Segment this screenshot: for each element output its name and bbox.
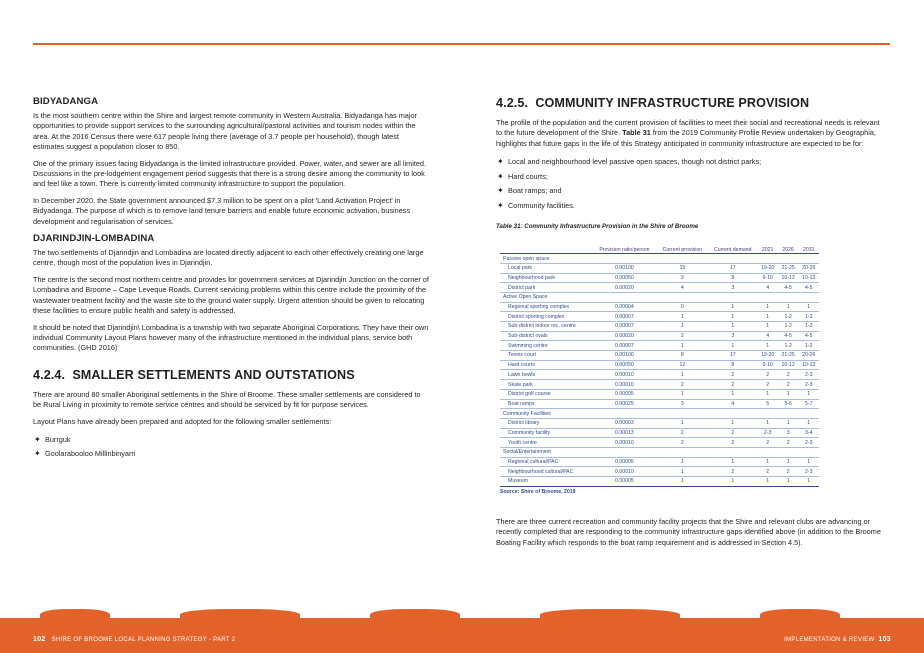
table-category-label: Passive open space xyxy=(500,254,819,264)
bidyadanga-heading: BIDYADANGA xyxy=(33,96,99,107)
table-row xyxy=(500,418,819,428)
table-cell: 5-6 xyxy=(778,399,799,409)
table-row xyxy=(500,399,819,409)
table-row xyxy=(500,380,819,390)
table-cell: 0.00020 xyxy=(592,331,656,341)
table-row xyxy=(500,389,819,399)
table-row xyxy=(500,273,819,283)
list-item: ✦ Local and neighbourhood level passive open spaces, though not district parks; xyxy=(496,155,886,170)
table-cell: 2 xyxy=(708,380,757,390)
table-header-cell: 2031 xyxy=(798,236,819,254)
bidyadanga-paragraph: In December 2020, the State government announced $7.3 million to be spent on a pilot 'Land Activation Project' in Bidyadanga. The purpose of which is to remove land tenure barriers and enable future economic activation, business development and regularisation of services. xyxy=(33,195,411,226)
table-cell: Lawn bowls xyxy=(500,370,592,380)
table-cell: 21-25 xyxy=(778,351,799,361)
bullet-icon: ✦ xyxy=(497,186,504,196)
table-cell: 19-20 xyxy=(757,351,778,361)
table-category-label: Community Facilities xyxy=(500,409,819,419)
table-cell: 10-13 xyxy=(798,360,819,370)
table-cell: 1-2 xyxy=(798,312,819,322)
table-cell: 2 xyxy=(778,380,799,390)
table-cell: 19-20 xyxy=(757,263,778,273)
table-row xyxy=(500,467,819,477)
table-cell: 17 xyxy=(708,351,757,361)
table-category-label: Active Open Space xyxy=(500,292,819,302)
table-cell: 1 xyxy=(657,312,709,322)
table-cell: 0.00010 xyxy=(592,380,656,390)
table-cell: Hard courts xyxy=(500,360,592,370)
table-cell: 0.00003 xyxy=(592,418,656,428)
footer-splash xyxy=(180,609,300,623)
table-cell: 0.00100 xyxy=(592,263,656,273)
table-source: Source: Shire of Broome, 2019 xyxy=(500,488,576,495)
table-cell: 1 xyxy=(708,302,757,312)
table-header-row xyxy=(500,236,819,254)
list-item: ✦ Community facilities. xyxy=(496,199,886,214)
table-row xyxy=(500,457,819,467)
table-cell: 0.00025 xyxy=(592,399,656,409)
table-cell: 15 xyxy=(657,263,709,273)
table-cell: 1-2 xyxy=(798,341,819,351)
table-cell: 1-2 xyxy=(778,312,799,322)
left-column xyxy=(33,96,429,468)
section-heading-community-infrastructure xyxy=(496,96,886,110)
table-cell: 1 xyxy=(757,322,778,332)
table-cell: 1-2 xyxy=(778,322,799,332)
table-cell: 8 xyxy=(708,360,757,370)
table-cell: 1 xyxy=(657,457,709,467)
bidyadanga-paragraph: Is the most southern centre within the Shire and largest remote community in Western Australia. Bidyadanga has major opportunities to provide support services to the surrounding agricultural/pastoral activities and tourism nodes within the area. At the 2016 Census there were 617 people living there (average of 3.7 people per household), though latest estimates suggest a population closer to 850. xyxy=(33,111,417,152)
table-cell: 0.00050 xyxy=(592,360,656,370)
djarindjin-heading: DJARINDJIN-LOMBADINA xyxy=(33,233,155,245)
table-cell: 2 xyxy=(708,370,757,380)
table-cell: 3 xyxy=(708,331,757,341)
table-cell: Neighbourhood park xyxy=(500,273,592,283)
bullet-icon: ✦ xyxy=(34,449,41,459)
table-cell: 3-4 xyxy=(798,428,819,438)
table-cell: 2 xyxy=(778,438,799,448)
closing-paragraph: There are three current recreation and community facility projects that the Shire and relevant clubs are advancing or recently completed that are responding to the community infrastructure gaps identified above (in addition to the Broome Boating Facility which responds to the boat ramp requirement and is addressed in Section 4.5). xyxy=(496,516,881,547)
table-row xyxy=(500,263,819,273)
table-cell: 1 xyxy=(708,312,757,322)
table-reference: Table 31 xyxy=(622,128,651,138)
table-cell: District sporting complex xyxy=(500,312,592,322)
table-cell: 3 xyxy=(657,273,709,283)
table-cell: Sub-district ovals xyxy=(500,331,592,341)
table-cell: 1 xyxy=(798,418,819,428)
table-row xyxy=(500,360,819,370)
table-cell: 12 xyxy=(657,360,709,370)
table-cell: 2-3 xyxy=(798,380,819,390)
footer-right-title: IMPLEMENTATION & REVIEW xyxy=(784,637,875,643)
table-row xyxy=(500,302,819,312)
table-cell: 2 xyxy=(757,380,778,390)
smaller-paragraph: Layout Plans have already been prepared and adopted for the following smaller settlements: xyxy=(33,416,332,426)
table-header-cell: Current demand xyxy=(708,236,757,254)
table-cell: 0.00007 xyxy=(592,341,656,351)
table-cell: 3 xyxy=(778,428,799,438)
table-cell: 1 xyxy=(708,418,757,428)
table-cell: 17 xyxy=(708,263,757,273)
table-cell: 0.00010 xyxy=(592,467,656,477)
table-cell: 1 xyxy=(657,322,709,332)
table-cell: 10-12 xyxy=(778,273,799,283)
table-cell: 2 xyxy=(657,438,709,448)
table-cell: 4 xyxy=(708,399,757,409)
top-rule xyxy=(33,43,890,45)
table-row xyxy=(500,283,819,293)
footer-right xyxy=(784,636,891,643)
footer-left-title: SHIRE OF BROOME LOCAL PLANNING STRATEGY - PART 2 xyxy=(51,637,236,643)
table-header-cell: Current provision xyxy=(657,236,709,254)
table-cell: 1 xyxy=(708,457,757,467)
table-cell: Local park xyxy=(500,263,592,273)
table-cell: 20-26 xyxy=(798,351,819,361)
table-cell: 4 xyxy=(757,283,778,293)
table-cell: 1 xyxy=(708,341,757,351)
table-cell: 2 xyxy=(708,428,757,438)
footer-splash xyxy=(540,609,680,623)
table-cell: 1 xyxy=(778,418,799,428)
table-header-cell: 2026 xyxy=(778,236,799,254)
table-cell: 4 xyxy=(757,331,778,341)
table-category-row xyxy=(500,254,819,264)
table-cell: 0.00005 xyxy=(592,389,656,399)
table-cell: District park xyxy=(500,283,592,293)
list-item: ✦ Boat ramps; and xyxy=(496,184,886,199)
table-cell: 3 xyxy=(708,283,757,293)
table-cell: 1 xyxy=(757,418,778,428)
footer-left xyxy=(33,636,235,643)
table-cell: 1 xyxy=(778,477,799,487)
table-cell: 1 xyxy=(657,341,709,351)
table-cell: 4-5 xyxy=(778,331,799,341)
table-cell: 1 xyxy=(757,477,778,487)
table-cell: Sub-district indoor rec. centre xyxy=(500,322,592,332)
table-cell: 1 xyxy=(757,389,778,399)
table-cell: 2-3 xyxy=(757,428,778,438)
table-cell: 1 xyxy=(757,302,778,312)
table-cell: Community facility xyxy=(500,428,592,438)
section-number: 4.2.5. xyxy=(496,96,529,110)
table-cell: 1 xyxy=(798,302,819,312)
table-cell: 20-26 xyxy=(798,263,819,273)
table-caption: Table 31: Community Infrastructure Provision in the Shire of Broome xyxy=(496,223,699,231)
table-category-row xyxy=(500,447,819,457)
table-row xyxy=(500,341,819,351)
table-cell: 4-5 xyxy=(798,283,819,293)
bullet-icon: ✦ xyxy=(34,434,41,444)
section-number: 4.2.4. xyxy=(33,367,66,382)
table-cell: District library xyxy=(500,418,592,428)
table-cell: 0.00004 xyxy=(592,302,656,312)
table-cell: Swimming centre xyxy=(500,341,592,351)
section-heading-smaller-settlements xyxy=(33,368,429,382)
table-cell: 2-3 xyxy=(798,370,819,380)
table-row xyxy=(500,322,819,332)
intro-paragraph: The profile of the population and the current provision of facilities to meet their social and recreational needs is relevant to the future development of the Shire. Table 31 from the 2019 Community Profile Review undertaken by Geographia, highlights that future gaps in the life of this Strategy anticipated in community infrastructure are expected to be for: xyxy=(496,118,880,148)
table-cell: 2 xyxy=(778,370,799,380)
table-cell: 0.00010 xyxy=(592,370,656,380)
table-cell: 4 xyxy=(657,283,709,293)
table-row xyxy=(500,438,819,448)
table-cell: 4-5 xyxy=(778,283,799,293)
table-cell: 1 xyxy=(657,418,709,428)
table-cell: 2 xyxy=(657,428,709,438)
djarindjin-paragraph: It should be noted that Djarindjin\ Lombadina is a township with two separate Aboriginal Corporations. They have their own individual Community Layout Plans however many of the infrastructure mentioned in the individual plans, service both communities. (GHD 2016) xyxy=(33,322,429,353)
table-cell: 3 xyxy=(657,399,709,409)
table-cell: 10-12 xyxy=(778,360,799,370)
right-column xyxy=(496,96,886,554)
djarindjin-paragraph: The centre is the second most northern centre and provides for government services at Djarindjin Junction on the corner of Lombadina and Broome – Cape Leveque Roads. Current servicing problems within this centre include the proximity of the wastewater treatment facility and the waste site to the ground water supply. Urgent attention should be given to relocating these facilities to ensure public health and safety is addressed. xyxy=(33,274,429,316)
table-cell: 0.00013 xyxy=(592,428,656,438)
table-cell: 9-10 xyxy=(757,360,778,370)
table-cell: District golf course xyxy=(500,389,592,399)
table-row xyxy=(500,477,819,487)
table-cell: Museum xyxy=(500,477,592,487)
table-cell: 0 xyxy=(657,302,709,312)
table-cell: 1-2 xyxy=(778,341,799,351)
bidyadanga-paragraph: One of the primary issues facing Bidyadanga is the limited infrastructure provided. Power, water, and sewer are all limited. Discussions in the pre-lodgement engagement period suggests that there is a strong desire among the community to look and feel like a town. There is currently limited community infrastructure to support the population. xyxy=(33,158,427,189)
table-cell: 5-7 xyxy=(798,399,819,409)
table-cell: 9-10 xyxy=(757,273,778,283)
table-cell: 0.00007 xyxy=(592,322,656,332)
footer-splash xyxy=(760,609,840,623)
bullet-icon: ✦ xyxy=(497,157,504,167)
gap-list xyxy=(496,155,886,213)
table-header-cell xyxy=(500,236,592,254)
table-cell: 2 xyxy=(757,467,778,477)
table-cell: 10-13 xyxy=(798,273,819,283)
table-cell: Neighbourhood cultural/PAC xyxy=(500,467,592,477)
table-row xyxy=(500,351,819,361)
table-cell: 0.00100 xyxy=(592,351,656,361)
page-number-right: 103 xyxy=(878,636,891,643)
table-cell: 2 xyxy=(657,380,709,390)
bullet-icon: ✦ xyxy=(497,200,504,210)
table-row xyxy=(500,331,819,341)
table-cell: 0.00010 xyxy=(592,438,656,448)
table-cell: 5 xyxy=(757,399,778,409)
table-cell: Regional cultural/PAC xyxy=(500,457,592,467)
table-cell: 2 xyxy=(657,331,709,341)
table-cell: 0.00005 xyxy=(592,457,656,467)
table-cell: 1 xyxy=(657,467,709,477)
table-cell: 0.00050 xyxy=(592,273,656,283)
page-number-left: 102 xyxy=(33,636,46,643)
table-cell: 21-25 xyxy=(778,263,799,273)
footer-splash xyxy=(370,609,460,623)
table-cell: 2-3 xyxy=(798,467,819,477)
table-cell: 1 xyxy=(798,477,819,487)
table-cell: 1 xyxy=(657,477,709,487)
table-cell: 0.00005 xyxy=(592,477,656,487)
table-cell: 0.00020 xyxy=(592,283,656,293)
table-cell: 2 xyxy=(757,370,778,380)
table-cell: 2-3 xyxy=(798,438,819,448)
table-cell: 1 xyxy=(778,457,799,467)
infrastructure-table xyxy=(500,236,819,487)
table-cell: 1-2 xyxy=(798,322,819,332)
section-title: COMMUNITY INFRASTRUCTURE PROVISION xyxy=(535,96,810,110)
table-category-row xyxy=(500,292,819,302)
table-category-row xyxy=(500,409,819,419)
table-cell: Skate park xyxy=(500,380,592,390)
table-cell: 1 xyxy=(778,302,799,312)
table-cell: 1 xyxy=(757,312,778,322)
section-title: SMALLER SETTLEMENTS AND OUTSTATIONS xyxy=(72,367,355,382)
table-cell: 2 xyxy=(708,467,757,477)
table-cell: 2 xyxy=(778,467,799,477)
djarindjin-paragraph: The two settlements of Djarindjin and Lombadina are located directly adjacent to each other effectively creating one large centre, though most of the population lives in Djarindjin. xyxy=(33,248,424,268)
table-cell: 1 xyxy=(757,457,778,467)
table-cell: 2 xyxy=(757,438,778,448)
table-cell: 2 xyxy=(708,438,757,448)
list-item: ✦ Goolarabooloo Millinbinyarri xyxy=(33,447,429,462)
table-row xyxy=(500,428,819,438)
table-cell: Tennis court xyxy=(500,351,592,361)
table-cell: 1 xyxy=(657,389,709,399)
table-cell: 1 xyxy=(798,389,819,399)
table-cell: 4-5 xyxy=(798,331,819,341)
table-header-cell: Provision ratio/person xyxy=(592,236,656,254)
table-cell: Regional sporting complex xyxy=(500,302,592,312)
bullet-icon: ✦ xyxy=(497,171,504,181)
table-header-cell: 2021 xyxy=(757,236,778,254)
smaller-paragraph: There are around 80 smaller Aboriginal settlements in the Shire of Broome. These smaller settlements are considered to be Rural Living in proximity to remote service centres and should be serviced by fit for purpose services. xyxy=(33,389,421,410)
table-cell: 1 xyxy=(708,477,757,487)
table-cell: 1 xyxy=(708,389,757,399)
table-cell: 1 xyxy=(798,457,819,467)
table-cell: 8 xyxy=(657,351,709,361)
list-item: ✦ Hard courts; xyxy=(496,170,886,185)
table-row xyxy=(500,370,819,380)
list-item: ✦ Burrguk xyxy=(33,433,429,448)
table-cell: 1 xyxy=(778,389,799,399)
table-category-label: Social/Entertainment xyxy=(500,447,819,457)
table-cell: 1 xyxy=(757,341,778,351)
table-cell: 0.00007 xyxy=(592,312,656,322)
settlement-list xyxy=(33,433,429,462)
table-cell: 8 xyxy=(708,273,757,283)
table-cell: 1 xyxy=(708,322,757,332)
table-cell: Youth centre xyxy=(500,438,592,448)
table-row xyxy=(500,312,819,322)
table-cell: Boat ramps xyxy=(500,399,592,409)
table-cell: 1 xyxy=(657,370,709,380)
footer-splash xyxy=(40,609,110,623)
